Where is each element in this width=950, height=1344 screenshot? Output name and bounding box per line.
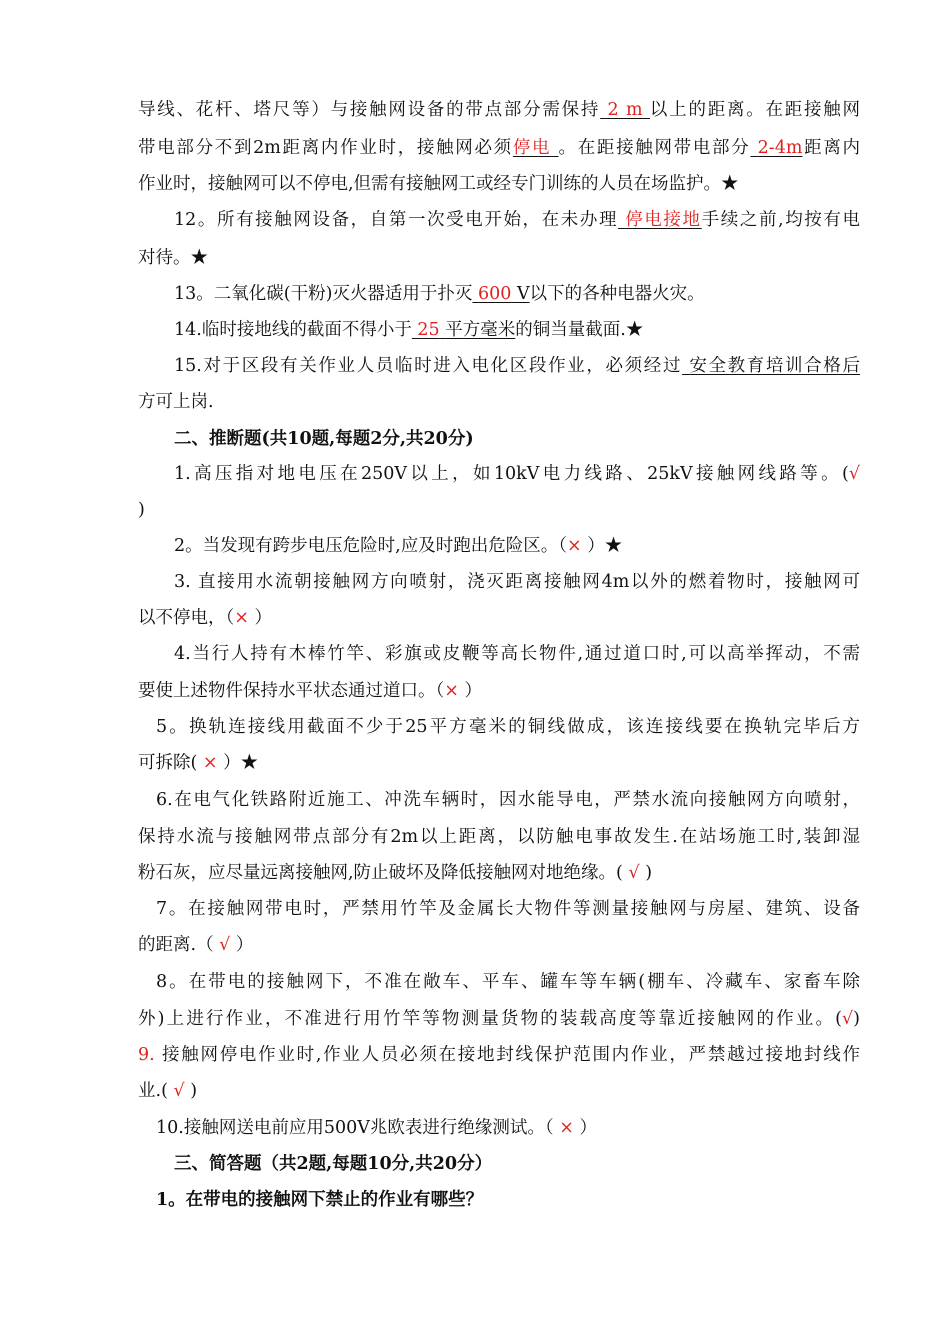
text: 可拆除( (138, 753, 198, 773)
section-heading: 三、简答题（共2题,每题10分,共20分） (174, 1154, 493, 1174)
text-line (138, 679, 860, 703)
text-line (138, 390, 860, 414)
answer-mark: √ (173, 1081, 185, 1101)
question-line: 8。在带电的接触网下，不准在敞车、平车、罐车等车辆(棚车、冷藏车、家畜车除 (156, 972, 860, 992)
text: 1.高压指对地电压在250V以上，如10kV电力线路、25kV接触网线路等。( (174, 464, 849, 484)
text-line (138, 172, 860, 196)
text: ) (645, 863, 653, 883)
answer-blank: 安全教育培训合格后 (689, 356, 860, 376)
question-line: 7。在接触网带电时，严禁用竹竿及金属长大物件等测量接触网与房屋、建筑、设备 (156, 899, 860, 919)
answer-mark: √ (219, 935, 231, 955)
answer-mark: × (234, 608, 249, 628)
question-line (174, 462, 860, 486)
text-line (138, 933, 860, 957)
answer-blank: 停电接地 (625, 210, 702, 230)
answer-mark: √ (842, 1009, 854, 1029)
text: V (516, 284, 530, 304)
text: ） (579, 1118, 597, 1138)
text: ） (464, 681, 482, 701)
text-line (138, 1079, 860, 1103)
text-line (138, 861, 860, 885)
answer-blank: 2 m (607, 100, 643, 120)
text: ) (853, 1009, 860, 1029)
answer-blank: 停电 (512, 138, 552, 158)
answer-blank: 600 (478, 284, 512, 304)
text: 导线、花杆、塔尺等）与接触网设备的带点部分需保持 (138, 100, 601, 120)
text: ） (254, 608, 272, 628)
question-line: 4.当行人持有木棒竹竿、彩旗或皮鞭等高长物件,通过道口时,可以高举挥动，不需 (174, 644, 860, 664)
text: 14.临时接地线的截面不得小于 (174, 320, 412, 340)
text-line: 保持水流与接触网带点部分有2m以上距离，以防触电事故发生.在站场施工时,装卸湿 (138, 827, 860, 847)
text: 要使上述物件保持水平状态通过道口。（ (138, 681, 445, 701)
text-line (138, 1007, 860, 1031)
text-line (138, 98, 860, 122)
answer-mark: × (202, 753, 218, 773)
text: 接触网停电作业时,作业人员必须在接地封线保护范围内作业，严禁越过接地封线作 (162, 1045, 860, 1065)
text-line (138, 246, 860, 270)
question-line (156, 1116, 860, 1140)
text: 对待。★ (138, 248, 208, 268)
text: 粉石灰，应尽量远离接触网,防止破坏及降低接触网对地绝缘。( (138, 863, 623, 883)
text: 15.对于区段有关作业人员临时进入电化区段作业，必须经过 (174, 356, 683, 376)
text: 作业时，接触网可以不停电,但需有接触网工或经专门训练的人员在场监护。★ (138, 174, 739, 194)
text: 手续之前,均按有电 (701, 210, 860, 230)
text: 以下的各种电器火灾。 (529, 284, 705, 304)
text: ） (235, 935, 254, 955)
answer-mark: √ (848, 464, 860, 484)
answer-mark: × (444, 681, 459, 701)
answer-blank: 2-4m (757, 138, 803, 158)
answer-mark: × (566, 536, 582, 556)
question-line (174, 534, 860, 558)
text: 12。所有接触网设备，自第一次受电开始，在未办理 (174, 210, 619, 230)
text-line (138, 498, 860, 522)
text: 方可上岗. (138, 392, 214, 412)
text: 带电部分不到2m距离内作业时，接触网必须 (138, 138, 513, 158)
text: 的铜当量截面.★ (515, 320, 644, 340)
text: 。在距接触网带电部分 (558, 138, 751, 158)
question-line (138, 1043, 860, 1067)
text: 距离内 (802, 138, 861, 158)
text: ) (138, 500, 145, 520)
text: 以上的距离。在距接触网 (649, 100, 861, 120)
answer-mark: √ (628, 863, 640, 883)
text-line (174, 282, 860, 306)
text: ）★ (223, 753, 259, 773)
section-heading: 二、推断题(共10题,每题2分,共20分) (174, 429, 474, 449)
text-line (174, 354, 860, 378)
text: 外)上进行作业，不准进行用竹竿等物测量货物的装载高度等靠近接触网的作业。( (138, 1009, 843, 1029)
question-heading: 1。在带电的接触网下禁止的作业有哪些？ (156, 1190, 484, 1210)
question-number: 9. (138, 1045, 155, 1065)
answer-mark: × (559, 1118, 574, 1138)
question-line: 6.在电气化铁路附近施工、冲洗车辆时，因水能导电，严禁水流向接触网方向喷射， (156, 790, 860, 810)
text: 13。二氧化碳(干粉)灭火器适用于扑灭 (174, 284, 473, 304)
text: 2。当发现有跨步电压危险时,应及时跑出危险区。（ (174, 536, 567, 556)
text: ) (190, 1081, 198, 1101)
text-line (174, 318, 860, 342)
answer-blank: 25 (417, 320, 440, 340)
text: 的距离.（ (138, 935, 214, 955)
text-line (138, 136, 860, 160)
text-line (138, 751, 860, 775)
text-line (138, 606, 860, 630)
text: 业.( (138, 1081, 168, 1101)
text-line (174, 208, 860, 232)
text: 以不停电，（ (138, 608, 235, 628)
text: 平方毫米 (445, 320, 516, 340)
question-line: 5。换轨连接线用截面不少于25平方毫米的铜线做成，该连接线要在换轨完毕后方 (156, 717, 860, 737)
question-line: 3. 直接用水流朝接触网方向喷射，浇灭距离接触网4m以外的燃着物时，接触网可 (174, 572, 860, 592)
text: 10.接触网送电前应用500V兆欧表进行绝缘测试。（ (156, 1118, 554, 1138)
text: ）★ (587, 536, 623, 556)
